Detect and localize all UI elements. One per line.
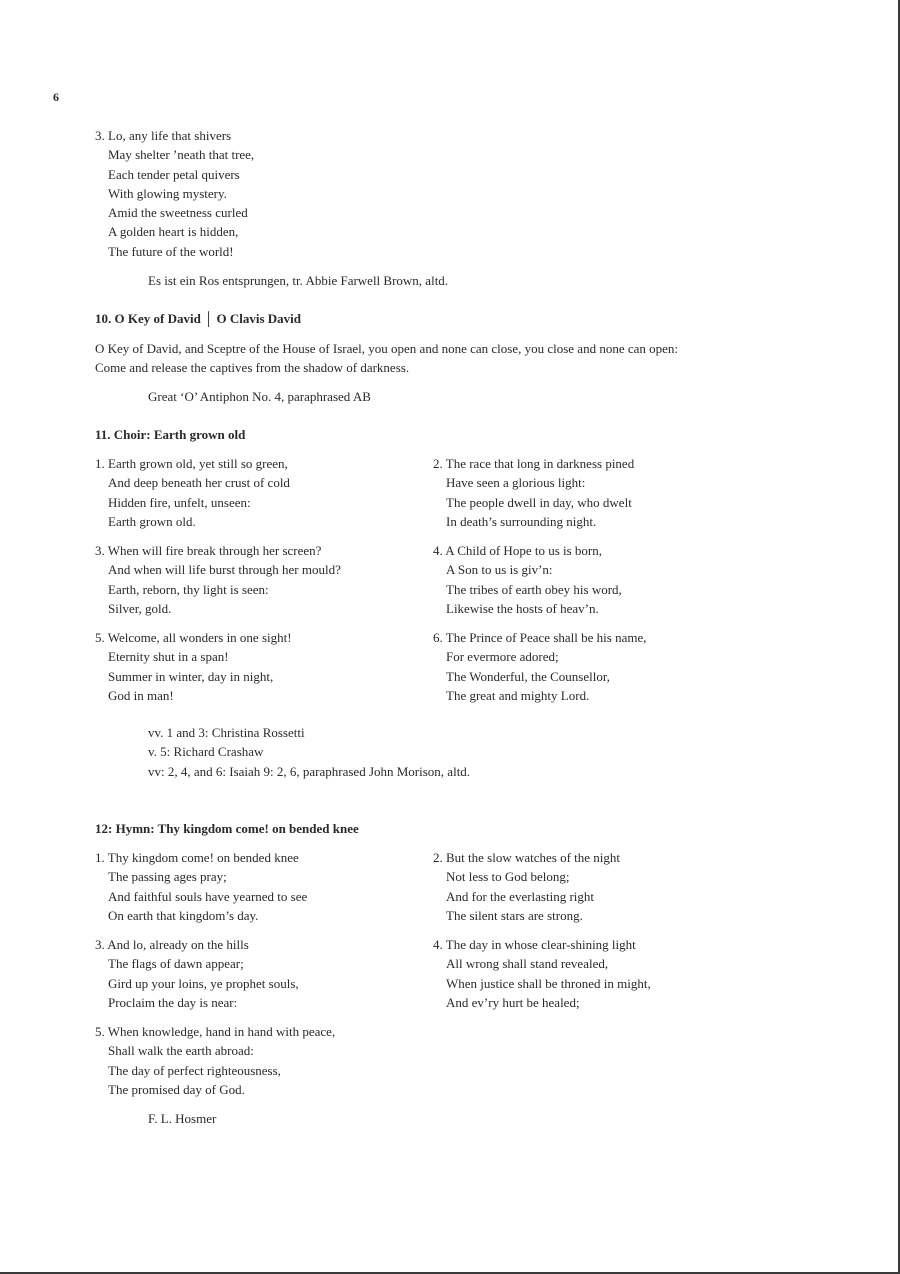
verse-line: Likewise the hosts of heav’n. xyxy=(446,600,599,616)
verse-line: 3. When will fire break through her screen? xyxy=(95,543,322,558)
verse xyxy=(433,454,634,531)
verse-line: The day of perfect righteousness, xyxy=(108,1062,281,1078)
verse-line: Earth, reborn, thy light is seen: xyxy=(108,581,269,597)
verse-line: The tribes of earth obey his word, xyxy=(446,581,622,597)
verse-line: The passing ages pray; xyxy=(108,869,227,885)
verse-line: On earth that kingdom’s day. xyxy=(108,907,259,923)
verse xyxy=(433,848,620,925)
verse xyxy=(95,628,292,705)
verse xyxy=(95,1022,335,1099)
verse-line: 5. When knowledge, hand in hand with peace, xyxy=(95,1024,336,1039)
verse-line: Proclaim the day is near: xyxy=(108,994,238,1010)
verse-line: 1. Thy kingdom come! on bended knee xyxy=(95,850,299,865)
stanza-line: May shelter ’neath that tree, xyxy=(108,147,255,163)
page-number: 6 xyxy=(53,90,59,104)
verse-line: 2. But the slow watches of the night xyxy=(433,850,621,865)
antiphon-text-line: Come and release the captives from the shadow of darkness. xyxy=(95,360,410,375)
stanza-line: Each tender petal quivers xyxy=(108,166,240,182)
attribution: Great ‘O’ Antiphon No. 4, paraphrased AB xyxy=(148,389,371,404)
attribution: vv. 1 and 3: Christina Rossetti xyxy=(148,725,305,740)
attribution: F. L. Hosmer xyxy=(148,1111,217,1126)
verse-line: And ev’ry hurt be healed; xyxy=(446,994,580,1010)
verse-line: 5. Welcome, all wonders in one sight! xyxy=(95,630,292,645)
verse-line: And when will life burst through her mould? xyxy=(108,562,341,578)
verse-line: In death’s surrounding night. xyxy=(446,513,597,529)
verse-line: 6. The Prince of Peace shall be his name, xyxy=(433,630,647,645)
section-heading: 11. Choir: Earth grown old xyxy=(95,427,246,442)
stanza-line: 3. Lo, any life that shivers xyxy=(95,128,232,143)
verse-line: Not less to God belong; xyxy=(446,869,570,885)
verse-line: All wrong shall stand revealed, xyxy=(446,956,609,972)
verse-line: Gird up your loins, ye prophet souls, xyxy=(108,975,299,991)
verse-line: 2. The race that long in darkness pined xyxy=(433,456,635,471)
verse-line: Eternity shut in a span! xyxy=(108,649,229,665)
verse xyxy=(95,541,341,618)
verse-line: Hidden fire, unfelt, unseen: xyxy=(108,494,251,510)
verse-line: The people dwell in day, who dwelt xyxy=(446,494,632,510)
verse-line: 4. The day in whose clear-shining light xyxy=(433,937,636,952)
verse-line: The great and mighty Lord. xyxy=(446,687,590,703)
verse xyxy=(433,935,651,1012)
verse-line: 3. And lo, already on the hills xyxy=(95,937,249,952)
section-heading: 10. O Key of David │ O Clavis David xyxy=(95,311,302,326)
verse-line: 4. A Child of Hope to us is born, xyxy=(433,543,603,558)
stanza-line: A golden heart is hidden, xyxy=(108,224,239,240)
stanza-line: With glowing mystery. xyxy=(108,185,227,201)
verse-line: A Son to us is giv’n: xyxy=(446,562,553,578)
section-heading: 12: Hymn: Thy kingdom come! on bended knee xyxy=(95,821,359,836)
verse xyxy=(433,541,622,618)
stanza-line: The future of the world! xyxy=(108,243,234,259)
verse xyxy=(95,935,299,1012)
attribution: v. 5: Richard Crashaw xyxy=(148,744,264,760)
stanza-lo-any-life xyxy=(95,126,254,261)
verse-line: Shall walk the earth abroad: xyxy=(108,1043,254,1059)
verse xyxy=(433,628,646,705)
verse-line: Summer in winter, day in night, xyxy=(108,668,274,684)
verse-line: The Wonderful, the Counsellor, xyxy=(446,668,610,684)
verse xyxy=(95,848,307,925)
verse-line: The promised day of God. xyxy=(108,1081,245,1097)
verse-line: And deep beneath her crust of cold xyxy=(108,475,290,491)
attribution: Es ist ein Ros entsprungen, tr. Abbie Farwell Brown, altd. xyxy=(148,273,449,288)
verse-line: The silent stars are strong. xyxy=(446,907,583,923)
verse-line: When justice shall be throned in might, xyxy=(446,975,651,991)
verse-line: Silver, gold. xyxy=(108,600,172,616)
verse xyxy=(95,454,290,531)
verse-line: Earth grown old. xyxy=(108,513,196,529)
verse-line: And faithful souls have yearned to see xyxy=(108,888,308,904)
verse-line: And for the everlasting right xyxy=(446,888,595,904)
stanza-line: Amid the sweetness curled xyxy=(108,205,248,221)
verse-line: The flags of dawn appear; xyxy=(108,956,244,972)
antiphon-text-line: O Key of David, and Sceptre of the House of Israel, you open and none can close, you close and none can open: xyxy=(95,341,679,356)
verse-line: Have seen a glorious light: xyxy=(446,475,586,491)
verse-line: 1. Earth grown old, yet still so green, xyxy=(95,456,288,471)
verse-line: God in man! xyxy=(108,687,174,703)
attribution-list xyxy=(148,723,470,781)
verse-line: For evermore adored; xyxy=(446,649,559,665)
attribution: vv: 2, 4, and 6: Isaiah 9: 2, 6, paraphrased John Morison, altd. xyxy=(148,763,471,779)
